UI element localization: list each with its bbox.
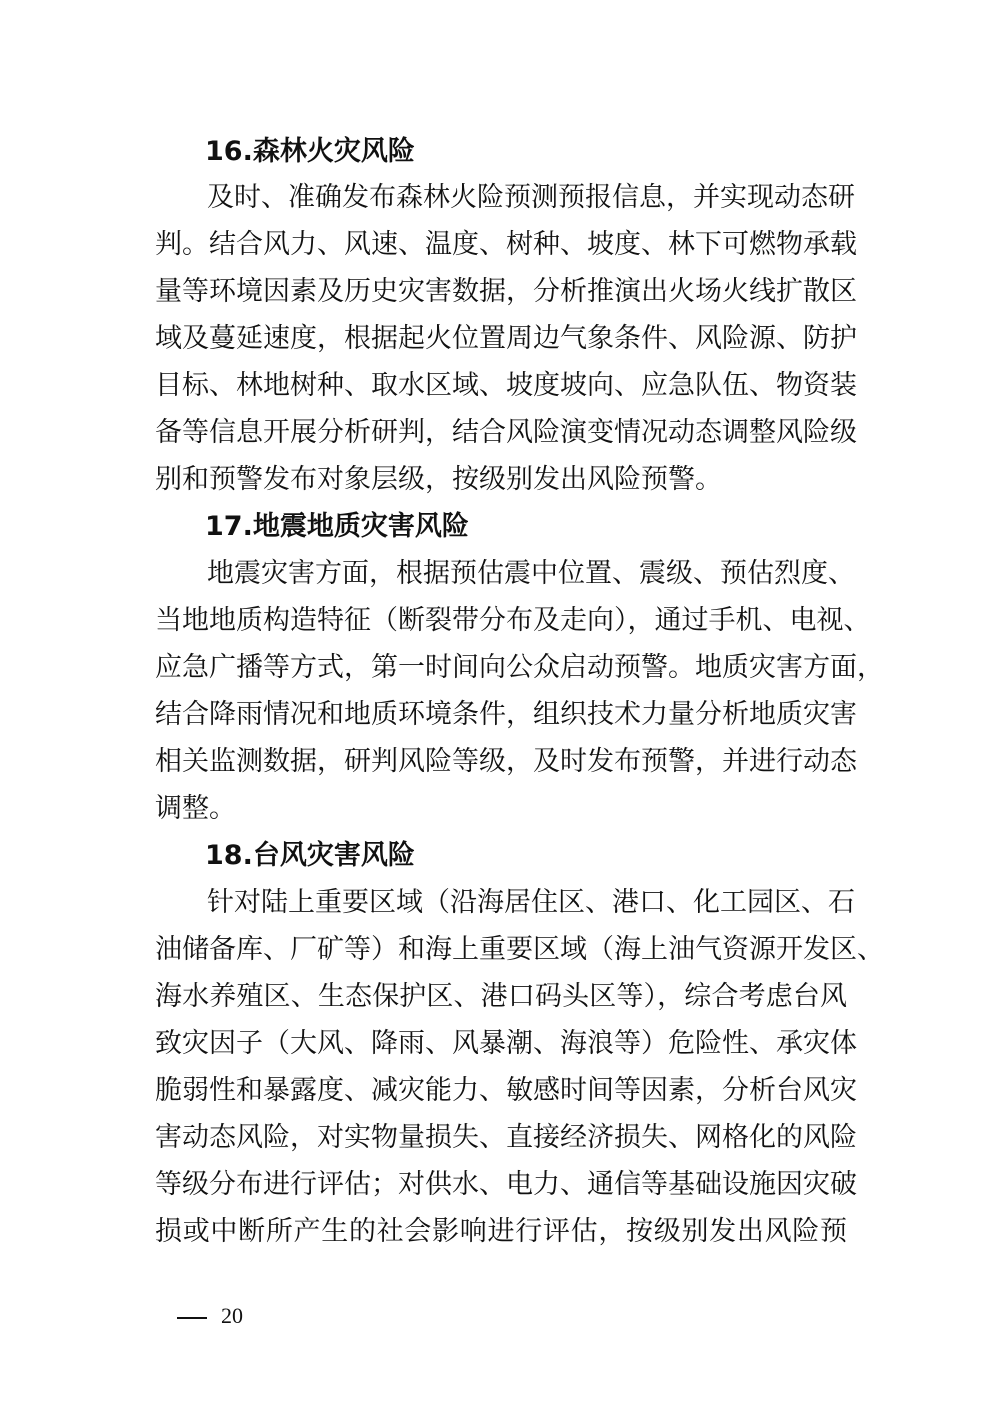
section-18-line-7: 等级分布进行评估；对供水、电力、通信等基础设施因灾破: [155, 1169, 857, 1200]
section-16-line-5: 目标、林地树种、取水区域、坡度坡向、应急队伍、物资装: [155, 370, 857, 401]
page-number: 20: [221, 1303, 243, 1328]
section-16-line-3: 量等环境因素及历史灾害数据，分析推演出火场火线扩散区: [155, 276, 857, 307]
section-18-line-3: 海水养殖区、生态保护区、港口码头区等），综合考虑台风: [155, 981, 847, 1012]
section-17-line-4: 结合降雨情况和地质环境条件，组织技术力量分析地质灾害: [155, 699, 857, 730]
page-footer: [177, 1301, 243, 1331]
section-17-line-5: 相关监测数据，研判风险等级，及时发布预警，并进行动态: [155, 746, 857, 777]
footer-dash: [177, 1317, 207, 1319]
section-17-line-2: 当地地质构造特征（断裂带分布及走向），通过手机、电视、: [155, 605, 871, 636]
section-17-line-6: 调整。: [155, 793, 236, 824]
section-16-line-1: 及时、准确发布森林火险预测预报信息，并实现动态研: [207, 182, 855, 213]
section-16-line-7: 别和预警发布对象层级，按级别发出风险预警。: [155, 464, 722, 495]
section-17-heading: 17.地震地质灾害风险: [205, 511, 469, 542]
section-17-line-3: 应急广播等方式，第一时间向公众启动预警。地质灾害方面，: [155, 652, 884, 683]
section-16-line-6: 备等信息开展分析研判，结合风险演变情况动态调整风险级: [155, 417, 857, 448]
section-18-line-1: 针对陆上重要区域（沿海居住区、港口、化工园区、石: [207, 887, 855, 918]
section-18-line-5: 脆弱性和暴露度、减灾能力、敏感时间等因素，分析台风灾: [155, 1075, 857, 1106]
section-16-line-2: 判。结合风力、风速、温度、树种、坡度、林下可燃物承载: [155, 229, 857, 260]
section-18-line-2: 油储备库、厂矿等）和海上重要区域（海上油气资源开发区、: [155, 934, 884, 965]
section-18-line-4: 致灾因子（大风、降雨、风暴潮、海浪等）危险性、承灾体: [155, 1028, 857, 1059]
section-18-line-8: 损或中断所产生的社会影响进行评估，按级别发出风险预: [155, 1216, 847, 1247]
section-17-line-1: 地震灾害方面，根据预估震中位置、震级、预估烈度、: [207, 558, 855, 589]
section-18-line-6: 害动态风险，对实物量损失、直接经济损失、网格化的风险: [155, 1122, 857, 1153]
section-16-line-4: 域及蔓延速度，根据起火位置周边气象条件、风险源、防护: [155, 323, 857, 354]
section-18-heading: 18.台风灾害风险: [205, 840, 415, 871]
section-16-heading: 16.森林火灾风险: [205, 136, 415, 167]
